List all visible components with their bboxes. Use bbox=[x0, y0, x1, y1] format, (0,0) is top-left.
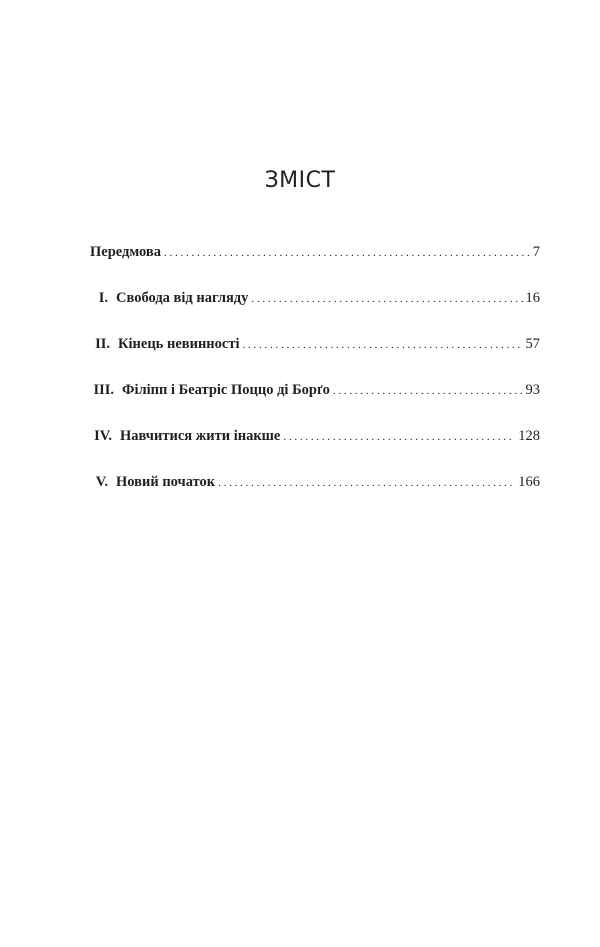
toc-entry-page: 16 bbox=[525, 290, 540, 306]
toc-entry-page: 93 bbox=[525, 382, 540, 398]
toc-entry-chapter-5[interactable] bbox=[90, 470, 540, 516]
toc-entry-chapter-2[interactable] bbox=[90, 332, 540, 378]
toc-entry-page: 57 bbox=[525, 336, 540, 352]
toc-entry-number: III. bbox=[93, 382, 114, 398]
toc-entry-number: II. bbox=[95, 336, 110, 352]
dot-leader bbox=[333, 378, 523, 403]
toc-entry-page: 7 bbox=[532, 244, 540, 260]
dot-leader bbox=[251, 286, 522, 311]
toc-entry-chapter-4[interactable] bbox=[90, 424, 540, 470]
toc-entry-chapter-1[interactable] bbox=[90, 286, 540, 332]
toc-entry-label: Свобода від нагляду bbox=[116, 290, 249, 306]
dot-leader bbox=[164, 240, 530, 265]
table-of-contents bbox=[90, 240, 540, 516]
toc-entry-page: 166 bbox=[518, 474, 540, 490]
toc-entry-number: IV. bbox=[94, 428, 112, 444]
toc-entry-label: Навчитися жити інакше bbox=[120, 428, 281, 444]
dot-leader bbox=[283, 424, 515, 449]
toc-entry-label: Передмова bbox=[90, 244, 162, 260]
toc-entry-number: I. bbox=[98, 290, 108, 306]
toc-entry-label: Новий початок bbox=[116, 474, 216, 490]
dot-leader bbox=[218, 470, 515, 495]
toc-entry-page: 128 bbox=[518, 428, 540, 444]
toc-entry-label: Філіпп і Беатріс Поццо ді Борґо bbox=[122, 382, 330, 398]
dot-leader bbox=[243, 332, 523, 357]
toc-entry-chapter-3[interactable] bbox=[90, 378, 540, 424]
page-title: ЗМІСТ bbox=[264, 168, 336, 193]
toc-entry-label: Кінець невинності bbox=[118, 336, 240, 352]
toc-entry-preface[interactable] bbox=[90, 240, 540, 286]
toc-entry-number: V. bbox=[95, 474, 108, 490]
